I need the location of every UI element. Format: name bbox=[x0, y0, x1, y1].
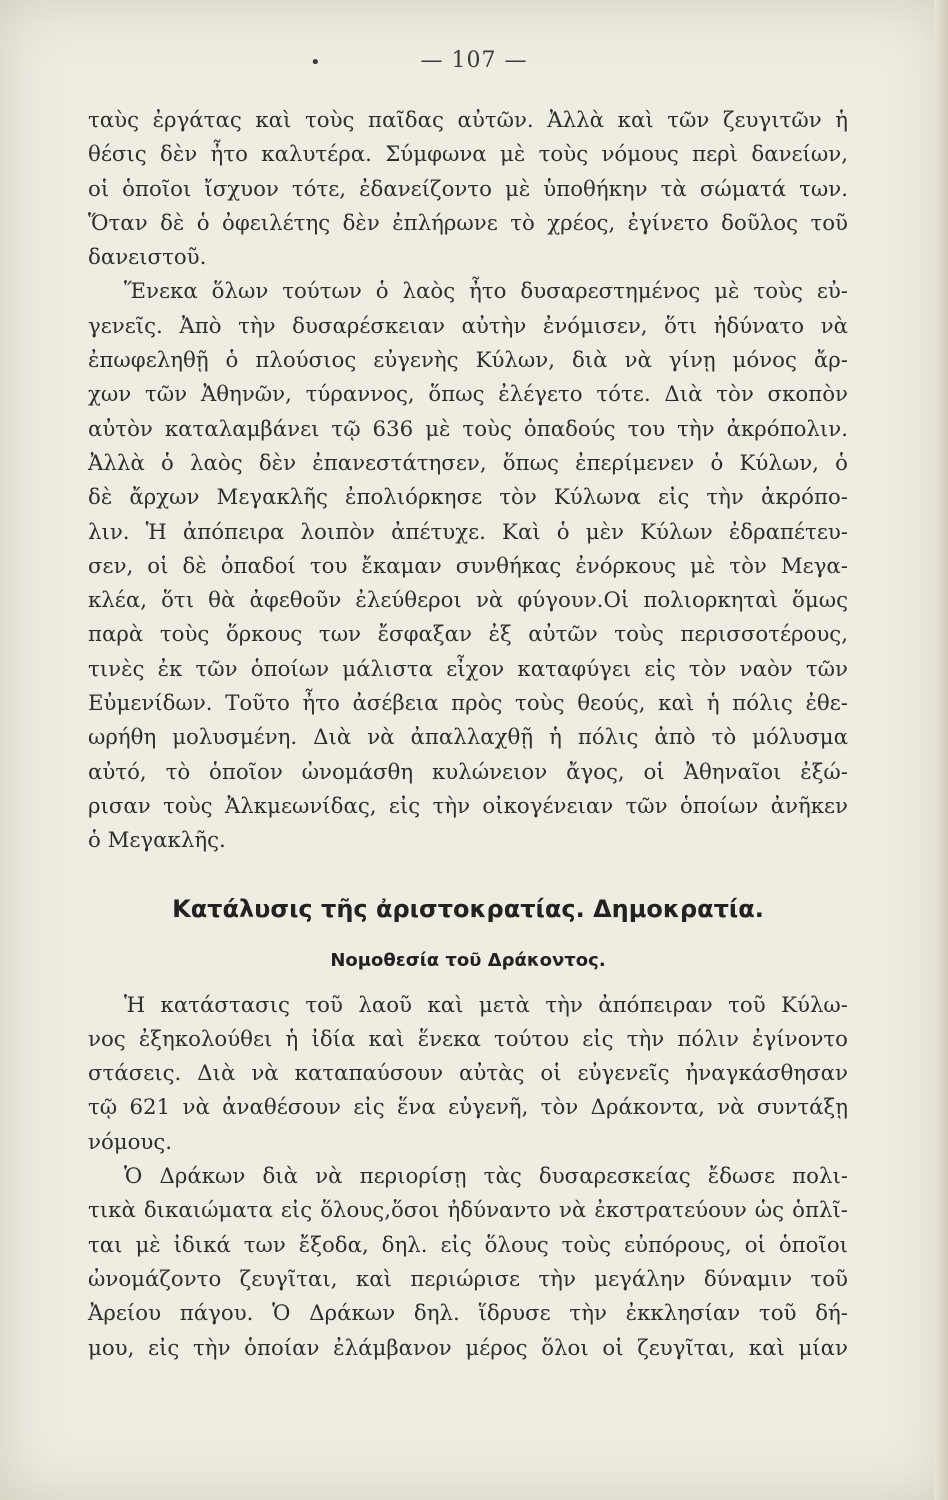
text-line: οἱ ὁποῖοι ἴσχυον τότε, ἐδανείζοντο μὲ ὑποθήκην τὰ σώματά των. bbox=[88, 176, 848, 202]
text-line: ἐπωφεληθῇ ὁ πλούσιος εὐγενὴς Κύλων, διὰ νὰ γίνῃ μόνος ἄρ- bbox=[88, 348, 848, 374]
text-line: Εὐμενίδων. Τοῦτο ἦτο ἀσέβεια πρὸς τοὺς θεούς, καὶ ἡ πόλις ἐθε- bbox=[88, 691, 848, 717]
text-line: νόμους. bbox=[88, 1129, 173, 1155]
page-edge-shadow bbox=[934, 0, 948, 1500]
text-line: ὠνομάζοντο ζευγῖται, καὶ περιώρισε τὴν μεγάλην δύναμιν τοῦ bbox=[88, 1266, 848, 1292]
text-line: Ἀρείου πάγου. Ὁ Δράκων δηλ. ἵδρυσε τὴν ἐκκλησίαν τοῦ δή- bbox=[88, 1301, 848, 1327]
header-dot: • bbox=[310, 52, 322, 73]
paragraph-4 bbox=[88, 1160, 848, 1366]
text-line: τικὰ δικαιώματα εἰς ὅλους,ὅσοι ἠδύναντο νὰ ἐκστρατεύουν ὡς ὁπλῖ- bbox=[88, 1198, 848, 1224]
text-line: κλέα, ὅτι θὰ ἀφεθοῦν ἐλεύθεροι νὰ φύγουν.Οἱ πολιορκηταὶ ὅμως bbox=[88, 588, 848, 614]
text-line: ταὺς ἐργάτας καὶ τοὺς παῖδας αὐτῶν. Ἀλλὰ καὶ τῶν ζευγιτῶν ἡ bbox=[88, 108, 848, 133]
text-line: Ἀλλὰ ὁ λαὸς δὲν ἐπανεστάτησεν, ὅπως ἐπερίμενεν ὁ Κύλων, ὁ bbox=[88, 450, 848, 476]
text-line: χων τῶν Ἀθηνῶν, τύραννος, ὅπως ἐλέγετο τότε. Διὰ τὸν σκοπὸν bbox=[88, 382, 848, 408]
page-header bbox=[0, 48, 948, 73]
text-line: στάσεις. Διὰ νὰ καταπαύσουν αὐτὰς οἱ εὐγενεῖς ἠναγκάσθησαν bbox=[88, 1061, 848, 1087]
text-line: γενεῖς. Ἀπὸ τὴν δυσαρέσκειαν αὐτὴν ἐνόμισεν, ὅτι ἠδύνατο νὰ bbox=[88, 313, 848, 339]
text-line: μου, εἰς τὴν ὁποίαν ἐλάμβανον μέρος ὅλοι οἱ ζευγῖται, καὶ μίαν bbox=[88, 1335, 848, 1361]
text-line: σεν, οἱ δὲ ὀπαδοί του ἔκαμαν συνθήκας ἐνόρκους μὲ τὸν Μεγα- bbox=[88, 553, 848, 579]
section-subheading: Νομοθεσία τοῦ Δράκοντος. bbox=[330, 949, 606, 971]
text-line: ὁ Μεγακλῆς. bbox=[88, 828, 226, 854]
text-line: Ὁ Δράκων διὰ νὰ περιορίσῃ τὰς δυσαρεσκείας ἔδωσε πολι- bbox=[124, 1164, 848, 1190]
text-line: αὐτὸν καταλαμβάνει τῷ 636 μὲ τοὺς ὀπαδούς του τὴν ἀκρόπολιν. bbox=[88, 416, 848, 442]
text-line: Ὅταν δὲ ὁ ὀφειλέτης δὲν ἐπλήρωνε τὸ χρέος, ἐγίνετο δοῦλος τοῦ bbox=[88, 210, 848, 236]
page-number: — 107 — bbox=[420, 48, 528, 73]
text-line: Ἡ κατάστασις τοῦ λαοῦ καὶ μετὰ τὴν ἀπόπειραν τοῦ Κύλω- bbox=[124, 992, 848, 1018]
text-line: δανειστοῦ. bbox=[88, 245, 207, 271]
text-line: τῷ 621 νὰ ἀναθέσουν εἰς ἕνα εὐγενῆ, τὸν Δράκοντα, νὰ συντάξῃ bbox=[88, 1095, 848, 1121]
text-line: παρὰ τοὺς ὅρκους των ἔσφαξαν ἐξ αὐτῶν τοὺς περισσοτέρους, bbox=[88, 622, 848, 648]
text-line: λιν. Ἡ ἀπόπειρα λοιπὸν ἀπέτυχε. Καὶ ὁ μὲν Κύλων ἐδραπέτευ- bbox=[88, 519, 848, 545]
text-line: ται μὲ ἰδικά των ἔξοδα, δηλ. εἰς ὅλους τοὺς εὐπόρους, οἱ ὁποῖοι bbox=[88, 1232, 848, 1258]
section-heading: Κατάλυσις τῆς ἀριστοκρατίας. Δημοκρατία. bbox=[172, 894, 764, 923]
paragraph-2 bbox=[88, 275, 848, 858]
text-line: θέσις δὲν ἦτο καλυτέρα. Σύμφωνα μὲ τοὺς νόμους περὶ δανείων, bbox=[88, 142, 848, 168]
paragraph-1 bbox=[88, 104, 848, 275]
paragraph-3 bbox=[88, 989, 848, 1160]
page-body bbox=[88, 104, 848, 1366]
text-line: ρισαν τοὺς Ἀλκμεωνίδας, εἰς τὴν οἰκογένειαν τῶν ὁποίων ἀνῆκεν bbox=[88, 793, 848, 819]
text-line: αὐτό, τὸ ὁποῖον ὠνομάσθη κυλώνειον ἄγος, οἱ Ἀθηναῖοι ἐξώ- bbox=[88, 759, 848, 785]
text-line: νος ἐξηκολούθει ἡ ἰδία καὶ ἕνεκα τούτου εἰς τὴν πόλιν ἐγίνοντο bbox=[88, 1026, 848, 1052]
text-line: Ἕνεκα ὅλων τούτων ὁ λαὸς ἦτο δυσαρεστημένος μὲ τοὺς εὐ- bbox=[124, 279, 848, 305]
text-line: δὲ ἄρχων Μεγακλῆς ἐπολιόρκησε τὸν Κύλωνα εἰς τὴν ἀκρόπο- bbox=[88, 485, 848, 511]
text-line: ωρήθη μολυσμένη. Διὰ νὰ ἀπαλλαχθῇ ἡ πόλις ἀπὸ τὸ μόλυσμα bbox=[88, 725, 848, 751]
text-line: τινὲς ἐκ τῶν ὁποίων μάλιστα εἶχον καταφύγει εἰς τὸν ναὸν τῶν bbox=[88, 656, 848, 682]
